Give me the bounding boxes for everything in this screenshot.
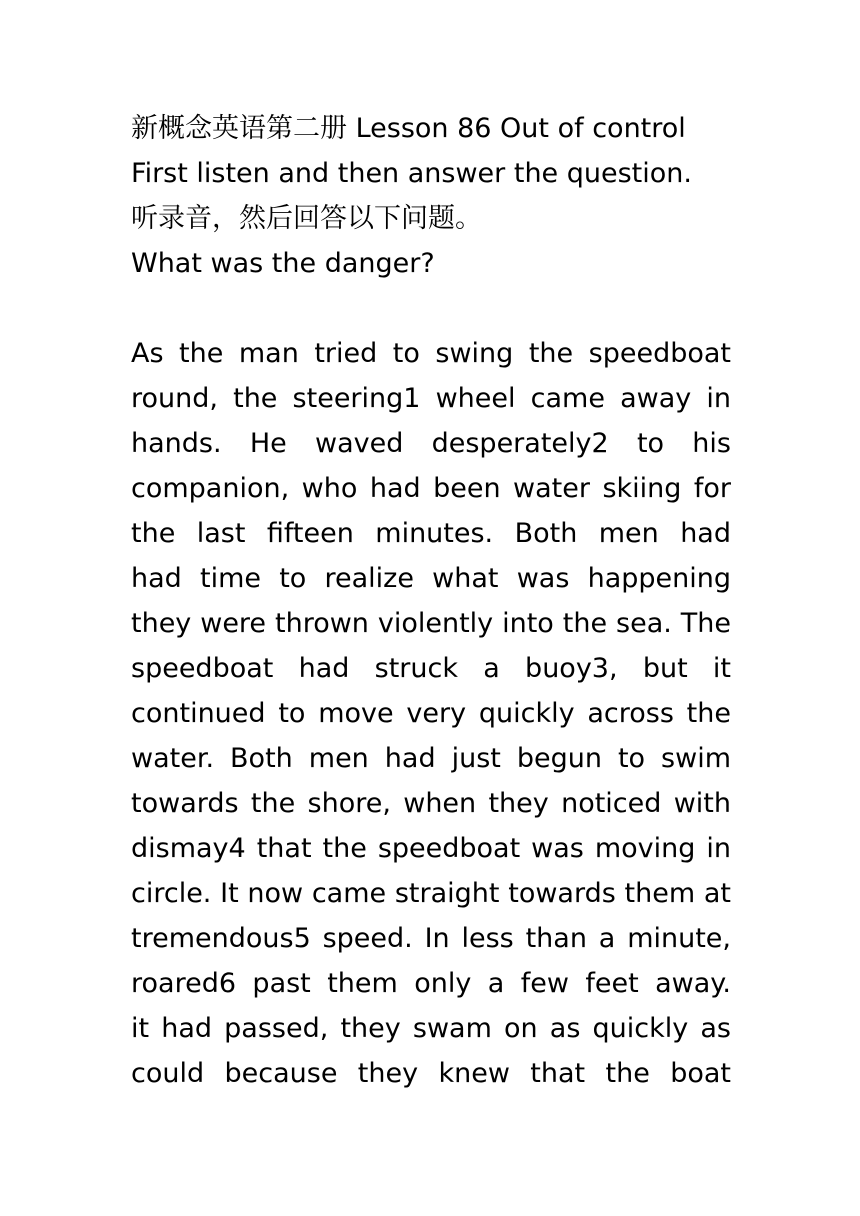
passage (131, 331, 731, 1096)
passage-line: roared6 past them only a few feet away. (131, 968, 731, 999)
passage-line: companion, who had been water skiing for (131, 473, 731, 504)
paragraph-gap (131, 286, 731, 331)
passage-line: it had passed, they swam on as quickly as (131, 1013, 731, 1044)
passage-line: round, the steering1 wheel came away in (131, 383, 731, 414)
passage-line: hands. He waved desperately2 to his (131, 428, 731, 459)
passage-line: had time to realize what was happening (131, 563, 731, 594)
passage-line: circle. It now came straight towards them at (131, 878, 731, 909)
passage-line: the last fifteen minutes. Both men had (131, 518, 731, 549)
passage-line: water. Both men had just begun to swim (131, 743, 731, 774)
instruction-english: First listen and then answer the question. (131, 158, 692, 189)
document-page (131, 106, 731, 1096)
lesson-title (131, 106, 731, 151)
passage-line: continued to move very quickly across the (131, 698, 731, 729)
passage-line: they were thrown violently into the sea. The (131, 608, 731, 639)
passage-line: towards the shore, when they noticed with (131, 788, 731, 819)
lesson-title-english: Lesson 86 Out of control (355, 113, 686, 144)
passage-line: could because they knew that the boat (131, 1058, 731, 1089)
passage-line: dismay4 that the speedboat was moving in (131, 833, 731, 864)
question: What was the danger? (131, 248, 435, 279)
passage-line: speedboat had struck a buoy3, but it (131, 653, 731, 684)
passage-line: tremendous5 speed. In less than a minute, (131, 923, 731, 954)
passage-line: As the man tried to swing the speedboat (131, 338, 731, 369)
lesson-title-chinese: 新概念英语第二册 (131, 113, 347, 144)
instruction-chinese: 听录音，然后回答以下问题。 (131, 203, 482, 234)
